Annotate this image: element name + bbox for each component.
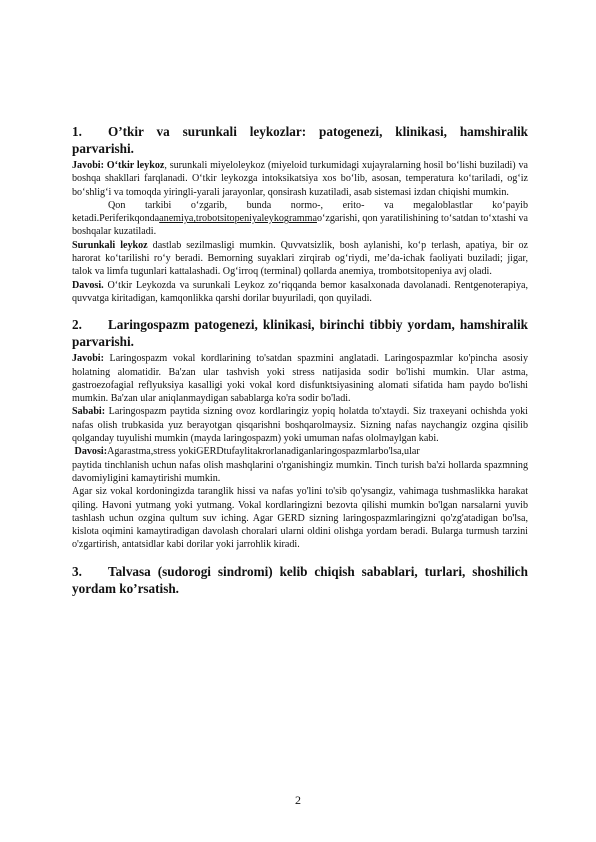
section-1-heading [72, 123, 528, 157]
answer-text: Laringospazm vokal kordlarining to'satdan spazmini anglatadi. Laringospazmlar ko'pincha asosiy holatning alomatidir. Ba'zan ular tashvish yoki stress natijasida sodir bo'lishi mumkin. Ular astma, gastroezofagial reflyuksiya kasalligi yoki vokal kord disfunktsiyasining alomati sifatida ham paydo bo'lishi mumkin. Ba'zan ular aniqlanmaydigan sabablarga ko'ra sodir bo'ladi. [72, 353, 528, 405]
answer-label: Javobi: [72, 160, 104, 171]
document-body [72, 123, 528, 597]
treatment-inline: Agarastma,stress yokiGERDtufaylitakrorlanadiganlaringospazmlarbo'lsa,ular [107, 446, 420, 458]
section-3-title: Talvasa (sudorogi sindromi) kelib chiqish sabablari, turlari, shoshilich yordam ko’rsatish. [72, 563, 528, 596]
section-1-para2 [72, 199, 528, 239]
para3-term: Surunkali leykoz [72, 239, 148, 251]
section-1-title: O’tkir va surunkali leykozlar: patogenezi, klinikasi, hamshiralik parvarishi. [72, 124, 528, 156]
page-number: 2 [295, 793, 301, 807]
section-3-heading [72, 563, 528, 597]
answer-text: , surunkali miyeloleykoz (miyeloid turkumidagi xujayralarning hosil bo‘lishi buziladi) va boshqa shakllari farqlanadi. O‘tkir leykozga intoksikatsiya xos bo‘lib, asosan, temperatura ko‘tariladi, og‘iz bo‘shlig‘i va tomoqda yiringli-yarali jarayonlar, qonsirash kuzatiladi, asab sistemasi izdan chiqishi mumkin. [72, 160, 528, 198]
section-1-answer [72, 159, 528, 199]
section-2-answer [72, 352, 528, 405]
para2-underlined: anemiya,trobotsitopeniyaleykogramma [159, 213, 317, 225]
para2-before: Qon tarkibi o‘zgarib, bunda normo-, erito- va megaloblastlar ko‘payib ketadi.Periferikqonda [72, 199, 528, 225]
section-1-para3 [72, 239, 528, 279]
cause-label: Sababi: [72, 406, 106, 418]
section-2-cause [72, 405, 528, 445]
section-1-treatment [72, 279, 528, 306]
para3-text: dastlab sezilmasligi mumkin. Quvvatsizlik, bosh aylanishi, ko‘p terlash, apatiya, bir oz harorat ko‘tarilishi ro‘y beradi. Bemorning suyaklari zirqirab og‘riydi, me’da-ichak faoliyati buziladi; jigar, talok va limfa tugunlari kattalashadi. Og‘irroq (terminal) qollarda anemiya, trombotsitopeniya avj oladi. [72, 239, 528, 278]
section-2-heading [72, 316, 528, 350]
cause-text: Laringospazm paytida sizning ovoz kordlaringiz yopiq holatda to'xtaydi. Siz traxeyani ochishda yoki nafas olish trubkasida yuz berayotgan qisqarishni boshqarolmaysiz. Sizning nafas naychangiz ozgina qisilib qolganday tuyulishi mumkin (mayda laringospazm) yoki umuman nafas ololmaylgan kabi. [72, 406, 528, 445]
treatment-text: O‘tkir Leykozda va surunkali Leykoz zo‘riqqanda bemor kasalxonada davolanadi. Rentgenoterapiya, quvvatga kiritadigan, kamqonlikka qarshi dorilar buyuriladi, qon quyiladi. [72, 279, 528, 304]
answer-term: O‘tkir leykoz [106, 160, 165, 171]
section-3-number: 3. [72, 563, 82, 579]
treatment-label: Davosi. [72, 279, 104, 291]
para2-after: o‘zgarishi, qon yaratilishining to‘satdan to‘xtashi va boshqalar kuzatiladi. [72, 213, 528, 238]
section-2-number: 2. [72, 317, 82, 333]
section-2-treatment-para: Agar siz vokal kordoningizda taranglik hissi va nafas yo'lini to'sib qo'ysangiz, vahimaga tushmaslikka harakat qiling. Havoni yutmang yoki yutmang. Vokal kordlaringizni bezovta qilishi mumkin bo'lgan narsalarni yuvib tashlash uchun ozgina qultum suv iching. Agar GERD sizning laringospazmlaringizni qo'zg'atadigan bo'lsa, kislota oqimini kamaytiradigan davolash choralari ularni oldini olishga yordam beradi. Bularga turmush tarzini o'zgartirish, antatsidlar kabi dorilar yoki jarrohlik kiradi. [72, 486, 528, 551]
treatment-line2: paytida tinchlanish uchun nafas olish mashqlarini o'rganishingiz mumkin. Tinch turish ba'zi hollarda spazmning davomiyligini kamaytirishi mumkin. [72, 459, 528, 484]
section-1-number: 1. [72, 124, 82, 139]
section-2-title: Laringospazm patogenezi, klinikasi, birinchi tibbiy yordam, hamshiralik parvarishi. [72, 317, 528, 350]
answer-label: Javobi: [72, 353, 104, 365]
treatment-label: Davosi: [74, 446, 108, 458]
section-2-treatment [72, 445, 528, 485]
